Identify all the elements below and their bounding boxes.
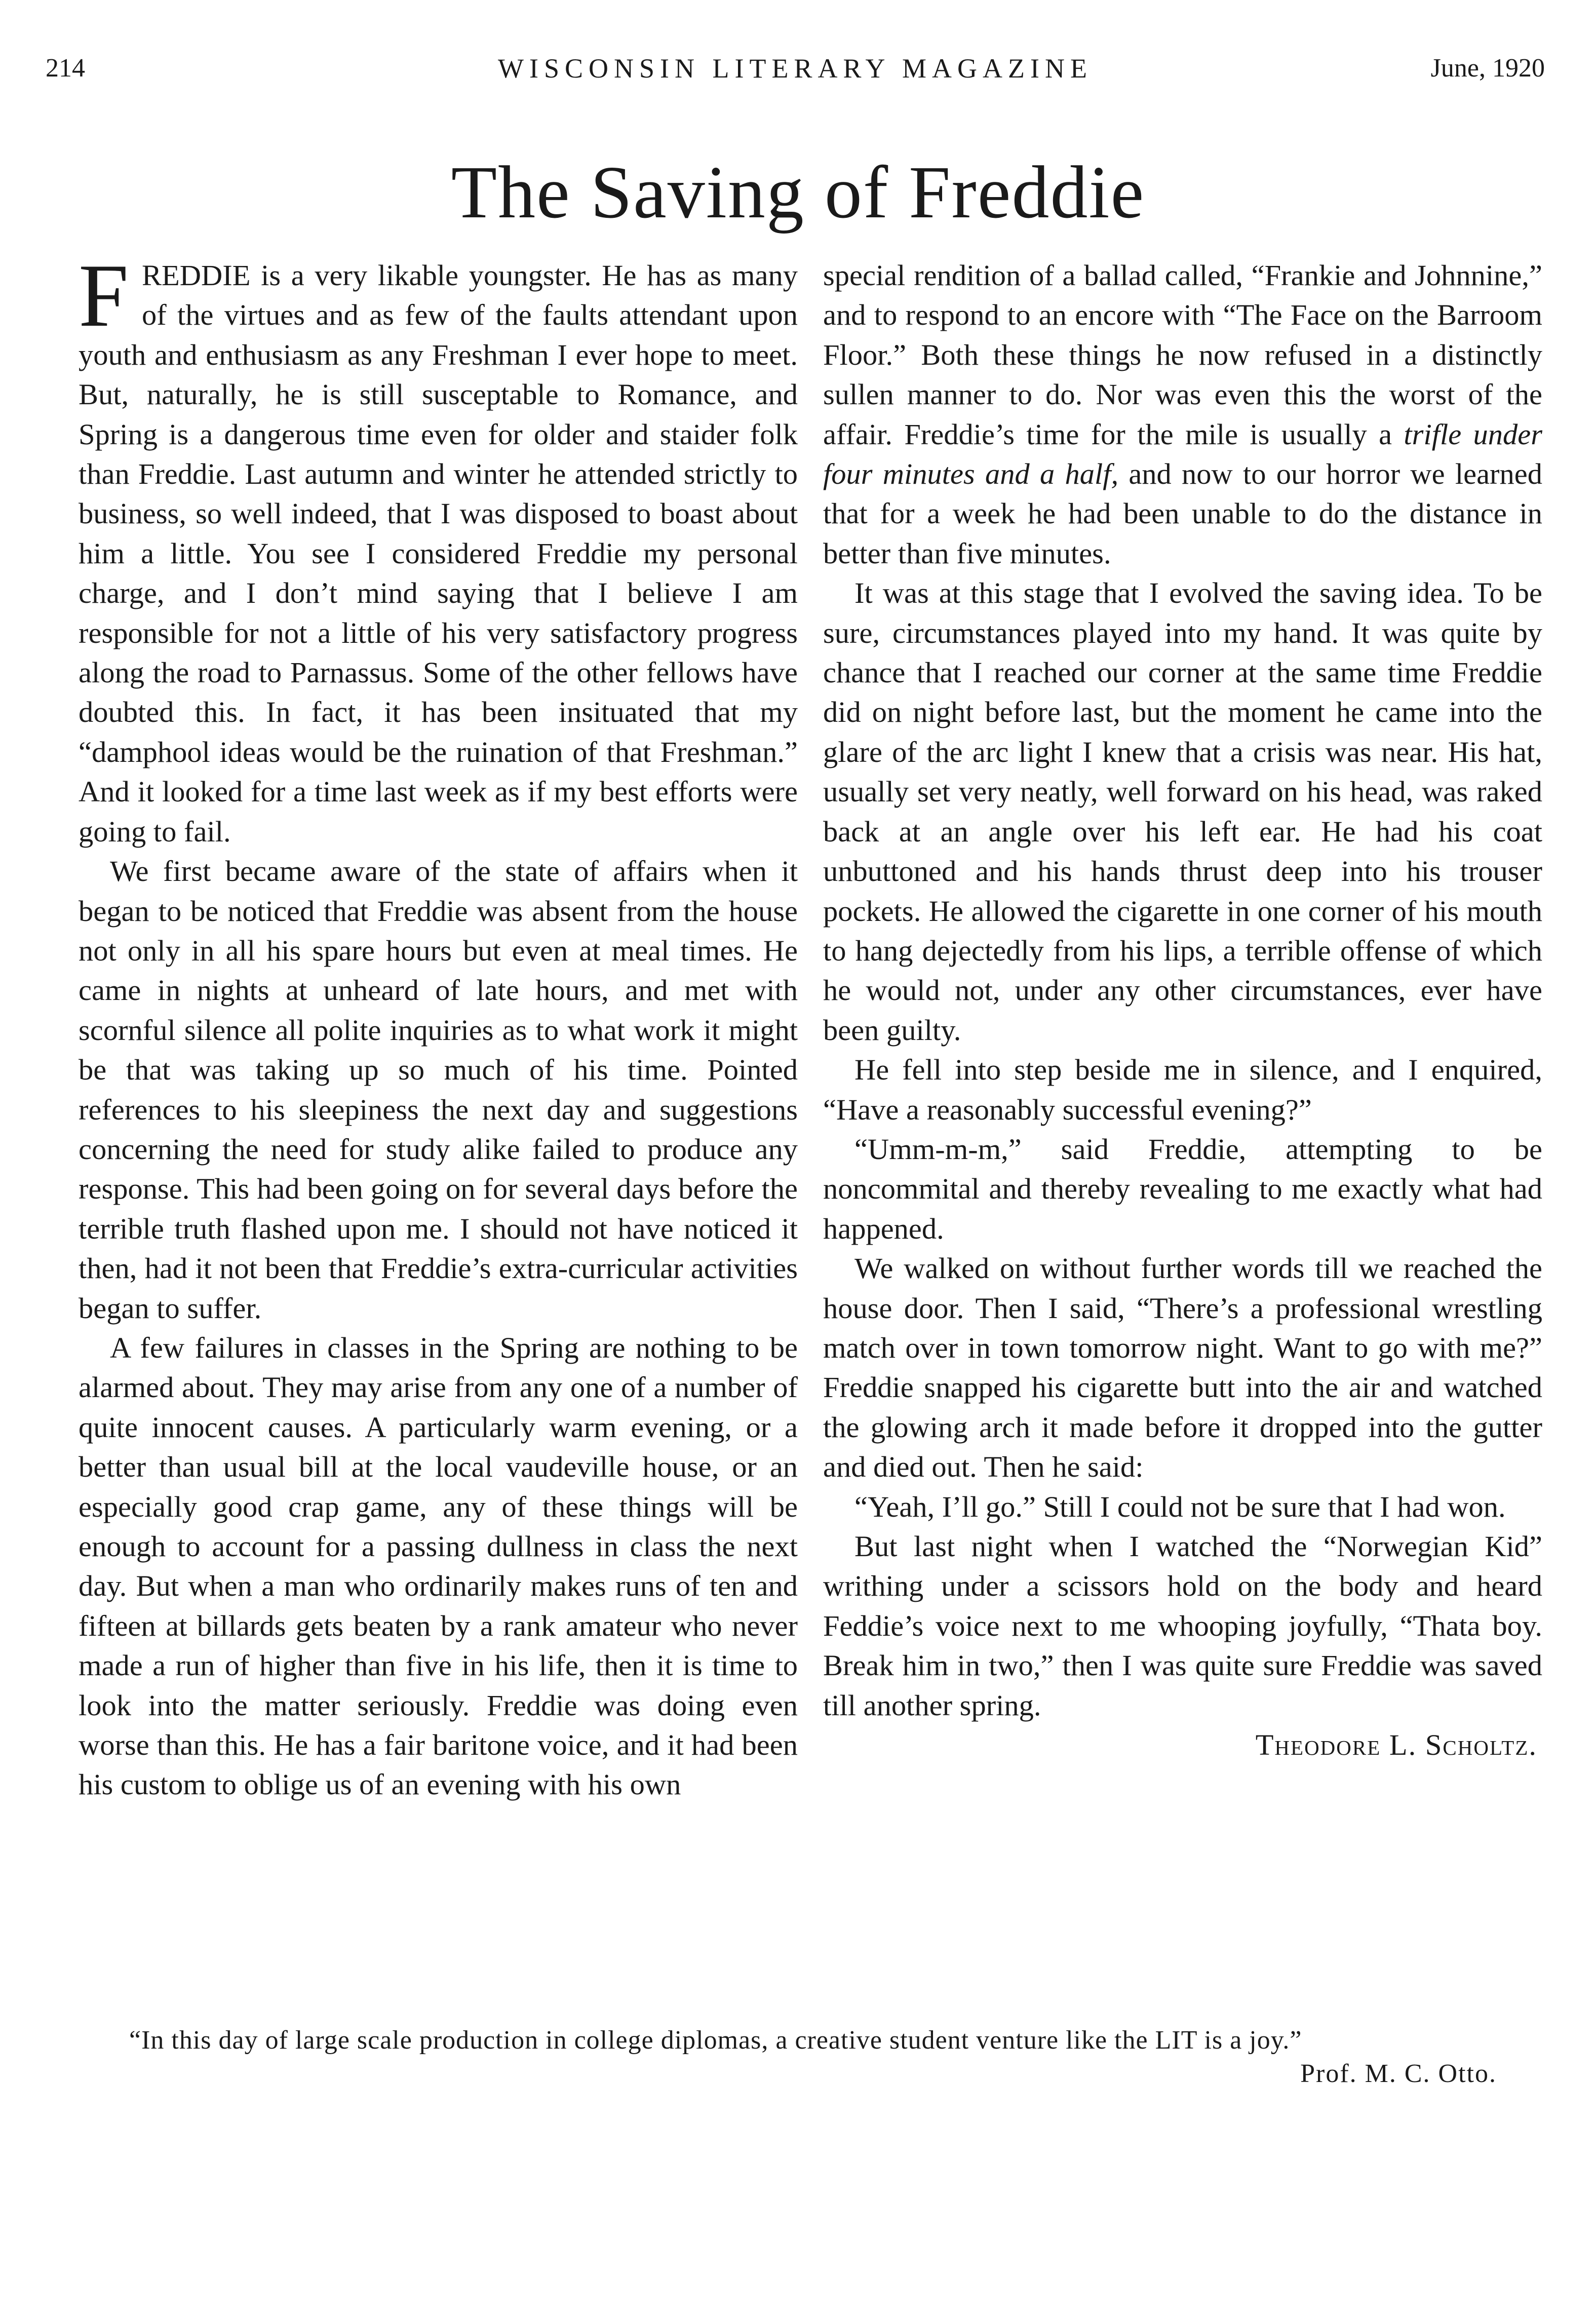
right-column: [823, 256, 1542, 1765]
paragraph-5: He fell into step beside me in silence, and I enquired, “Have a reasonably successful evening?”: [823, 1053, 1542, 1126]
quote-attribution: Prof. M. C. Otto.: [1300, 2059, 1497, 2088]
paragraph-8: “Yeah, I’ll go.” Still I could not be sure that I had won.: [854, 1490, 1506, 1523]
paragraph-2: We first became aware of the state of affairs when it began to be noticed that Freddie was absent from the house not only in all his spare hours but even at meal times. He came in nights at unheard of late hours, and met with scornful silence all polite inquiries as to what work it might be that was taking up so much of his time. Pointed references to his sleepiness the next day and suggestions concerning the need for study alike failed to produce any response. This had been going on for several days before the terrible truth flashed upon me. I should not have noticed it then, had it not been that Freddie’s extra-curricular activities began to suffer.: [79, 855, 798, 1325]
running-head: [46, 48, 1545, 89]
paragraph-4: It was at this stage that I evolved the saving idea. To be sure, circumstances played into my hand. It was quite by chance that I reached our corner at the same time Freddie did on night before last, but the moment he came into the glare of the arc light I knew that a crisis was near. His hat, usually set very neatly, well forward on his head, was raked back at an angle over his left ear. He had his coat unbuttoned and his hands thrust deep into his trouser pockets. He allowed the cigarette in one corner of his mouth to hang dejectedly from his lips, a terrible offense of which he would not, under any other circumstances, ever have been guilty.: [823, 576, 1542, 1047]
drop-cap: F: [79, 245, 129, 345]
footer-quote: [129, 2024, 1497, 2091]
article-body: [79, 245, 1542, 1917]
paragraph-6: “Umm-m-m,” said Freddie, attempting to be noncommital and thereby revealing to me exactly what had happened.: [823, 1132, 1542, 1245]
paragraph-3-italic: trifle under four minutes and a half,: [823, 417, 1542, 491]
article-title: The Saving of Freddie: [451, 151, 1145, 234]
left-column: [79, 245, 798, 1805]
paragraph-3-cont-a: special rendition of a ballad called, “Frankie and Johnnine,” and to respond to an encore with “The Face on the Barroom Floor.” Both these things he now refused in a distinctly sullen manner to do. Nor was even this the worst of the affair. Freddie’s time for the mile is usually a: [823, 259, 1542, 451]
magazine-title: WISCONSIN LITERARY MAGAZINE: [498, 53, 1093, 84]
quote-text: “In this day of large scale production in college diplomas, a creative student venture like the LIT is a joy.”: [129, 2026, 1302, 2055]
paragraph-1-text: is a very likable youngster. He has as many of the virtues and as few of the faults attendant upon youth and enthusiasm as any Freshman I ever hope to meet. But, naturally, he is still susceptable to Romance, and Spring is a dangerous time even for older and staider folk than Freddie. Last autumn and winter he attended strictly to business, so well indeed, that I was disposed to boast about him a little. You see I considered Freddie my personal charge, and I don’t mind saying that I believe I am responsible for not a little of his very satisfactory progress along the road to Parnassus. Some of the other fellows have doubted this. In fact, it has been insituated that my “damphool ideas would be the ruination of that Freshman.” And it looked for a time last week as if my best efforts were going to fail.: [79, 259, 798, 848]
paragraph-3-cont-b: and now to our horror we learned that for a week he had been unable to do the distance in better than five minutes.: [823, 457, 1542, 570]
page-number: 214: [46, 54, 85, 83]
lead-caps: REDDIE: [142, 259, 251, 292]
paragraph-3-continued: [823, 256, 1542, 573]
issue-date: June, 1920: [1430, 54, 1545, 83]
paragraph-1: [79, 245, 798, 852]
author-signature: Theodore L. Scholtz.: [1255, 1728, 1537, 1762]
paragraph-9: But last night when I watched the “Norwegian Kid” writhing under a scissors hold on the body and heard Feddie’s voice next to me whooping joyfully, “Thata boy. Break him in two,” then I was quite sure Freddie was saved till another spring.: [823, 1530, 1542, 1722]
paragraph-7: We walked on without further words till we reached the house door. Then I said, “There’s a professional wrestling match over in town tomorrow night. Want to go with me?” Freddie snapped his cigarette butt into the air and watched the glowing arch it made before it dropped into the gutter and died out. Then he said:: [823, 1252, 1542, 1484]
paragraph-3: A few failures in classes in the Spring are nothing to be alarmed about. They may arise from any one of a number of quite innocent causes. A particularly warm evening, or a better than usual bill at the local vaudeville house, or an especially good crap game, any of these things will be enough to account for a passing dullness in class the next day. But when a man who ordinarily makes runs of ten and fifteen at billards gets beaten by a rank amateur who never made a run of higher than five in his life, then it is time to look into the matter seriously. Freddie was doing even worse than this. He has a fair baritone voice, and it had been his custom to oblige us of an evening with his own: [79, 1331, 798, 1801]
